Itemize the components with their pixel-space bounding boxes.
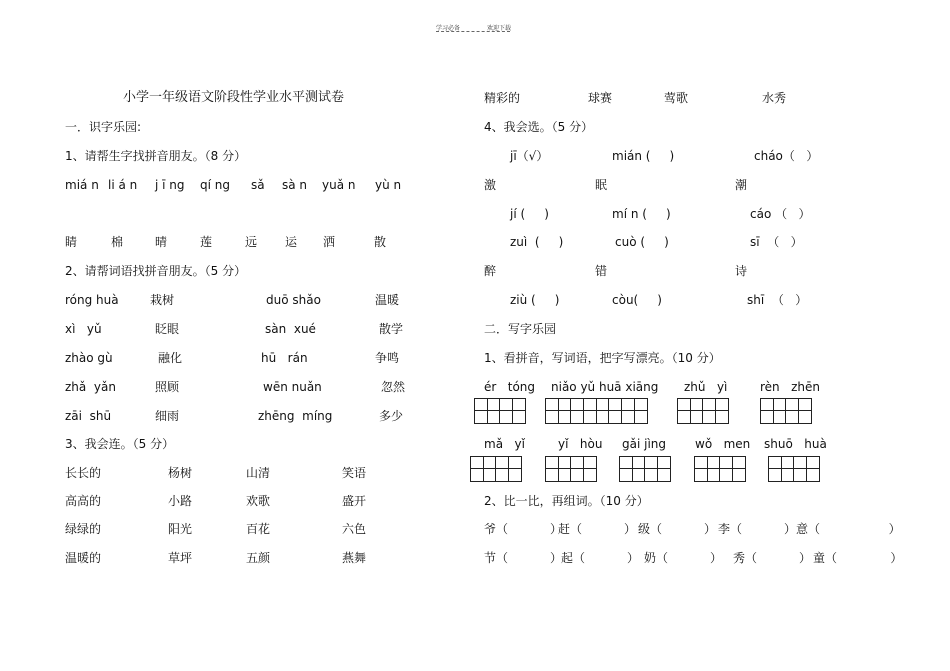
writing-grid[interactable]: [760, 398, 812, 424]
q3-cell: 山清: [246, 466, 271, 480]
w1-pinyin: wǒ men: [695, 437, 751, 451]
q3-cell: 杨树: [168, 466, 193, 480]
q3-cell: 阳光: [168, 522, 193, 536]
q3-cell: 五颜: [246, 551, 271, 565]
w2-item: 起（ ）: [561, 551, 639, 565]
writing-grid[interactable]: [619, 456, 671, 482]
q1-pinyin: sǎ: [251, 178, 265, 192]
w2-item: 节（ ）: [484, 551, 562, 565]
q4-option: cháo（ ）: [754, 149, 819, 163]
q2-cell: 栽树: [150, 293, 175, 307]
q2-cell: sàn xué: [265, 322, 316, 336]
w2-item: 赶（ ）: [558, 522, 636, 536]
q1-char: 散: [374, 235, 387, 249]
q1-char: 棉: [111, 235, 124, 249]
q4-option: shī （ ）: [747, 293, 808, 307]
q2-cell: hū rán: [261, 351, 308, 365]
q4-option: sī （ ）: [750, 235, 803, 249]
writing-grid[interactable]: [470, 456, 522, 482]
w1-pinyin: rèn zhēn: [760, 380, 820, 394]
w1-pinyin: yǐ hòu: [558, 437, 603, 451]
q2-cell: wēn nuǎn: [263, 380, 322, 394]
writing-grid[interactable]: [474, 398, 526, 424]
w2-item: 意（ ）: [796, 522, 901, 536]
q4-option: jí ( ): [510, 207, 549, 221]
q4-label: 4、我会选。（5 分）: [484, 120, 594, 134]
header-left: 学习必备: [436, 25, 461, 32]
q3-cell: 温暖的: [65, 551, 102, 565]
q4-option: jī（√）: [510, 149, 549, 163]
w2-item: 奶（ ）: [644, 551, 722, 565]
q3-cell: 燕舞: [342, 551, 367, 565]
q2-cell: 散学: [379, 322, 404, 336]
q1-char: 莲: [200, 235, 213, 249]
q1-pinyin: li á n: [108, 178, 138, 192]
q1-char: 运: [285, 235, 298, 249]
q4-char: 诗: [735, 264, 748, 278]
q2-label: 2、请帮词语找拼音朋友。（5 分）: [65, 264, 247, 278]
q4-option: cáo （ ）: [750, 207, 811, 221]
q3-continued: 球赛: [588, 91, 613, 105]
q4-option: còu( ): [612, 293, 662, 307]
q4-char: 潮: [735, 178, 748, 192]
q2-cell: 忽然: [381, 380, 406, 394]
w1-pinyin: zhǔ yì: [684, 380, 728, 394]
q4-option: cuò ( ): [615, 235, 669, 249]
w2-item: 级（ ）: [638, 522, 716, 536]
header-right: 欢迎下载: [487, 25, 512, 32]
q4-char: 眠: [595, 178, 608, 192]
q1-char: 晴: [155, 235, 168, 249]
q2-cell: 多少: [379, 409, 404, 423]
q2-cell: 细雨: [155, 409, 180, 423]
q1-pinyin: qí ng: [200, 178, 230, 192]
q2-cell: 争鸣: [375, 351, 400, 365]
q4-char: 错: [595, 264, 608, 278]
w2-item: 童（ ）: [813, 551, 903, 565]
q3-cell: 高高的: [65, 494, 102, 508]
q4-char: 醉: [484, 264, 497, 278]
w1-pinyin: niǎo yǔ huā xiāng: [551, 380, 659, 394]
writing-grid[interactable]: [545, 398, 648, 424]
q3-cell: 百花: [246, 522, 271, 536]
q3-cell: 小路: [168, 494, 193, 508]
writing-grid[interactable]: [694, 456, 746, 482]
q4-option: zuì ( ): [510, 235, 564, 249]
q3-cell: 欢歌: [246, 494, 271, 508]
q4-option: ziù ( ): [510, 293, 560, 307]
page-title: 小学一年级语文阶段性学业水平测试卷: [123, 90, 345, 105]
q1-pinyin: yuǎ n: [322, 178, 356, 192]
q3-continued: 精彩的: [484, 91, 521, 105]
q2-cell: duō shǎo: [266, 293, 321, 307]
q3-cell: 草坪: [168, 551, 193, 565]
q4-option: mí n ( ): [612, 207, 671, 221]
q3-cell: 长长的: [65, 466, 102, 480]
q1-char: 睛: [65, 235, 78, 249]
w1-pinyin: mǎ yǐ: [484, 437, 525, 451]
w1-pinyin: gǎi jìng: [622, 437, 667, 451]
writing-grid[interactable]: [677, 398, 729, 424]
q2-cell: róng huà: [65, 293, 119, 307]
q1-pinyin: sà n: [282, 178, 308, 192]
q1-char: 洒: [323, 235, 336, 249]
q4-char: 激: [484, 178, 497, 192]
q2-cell: zhǎ yǎn: [65, 380, 116, 394]
w1-pinyin: ér tóng: [484, 380, 536, 394]
q3-label: 3、我会连。（5 分）: [65, 437, 175, 451]
w2-item: 秀（ ）: [733, 551, 811, 565]
q2-cell: 眨眼: [155, 322, 180, 336]
w2-label: 2、比一比，再组词。（10 分）: [484, 494, 649, 508]
q2-cell: xì yǔ: [65, 322, 102, 336]
q1-pinyin: miá n: [65, 178, 99, 192]
q3-cell: 六色: [342, 522, 367, 536]
w2-item: 爷（ ）: [484, 522, 562, 536]
section-2-heading: 二．写字乐园: [484, 322, 557, 336]
q1-pinyin: j ī ng: [155, 178, 185, 192]
q4-option: mián ( ): [612, 149, 675, 163]
w2-item: 李（ ）: [718, 522, 796, 536]
q1-pinyin: yù n: [375, 178, 402, 192]
q2-cell: zhào gù: [65, 351, 113, 365]
q2-cell: 照顾: [155, 380, 180, 394]
q3-continued: 水秀: [762, 91, 787, 105]
writing-grid[interactable]: [545, 456, 597, 482]
q1-char: 远: [245, 235, 258, 249]
q2-cell: zāi shū: [65, 409, 112, 423]
writing-grid[interactable]: [768, 456, 820, 482]
w1-pinyin: shuō huà: [764, 437, 827, 451]
q3-cell: 笑语: [342, 466, 367, 480]
q2-cell: zhēng míng: [258, 409, 333, 423]
q3-cell: 绿绿的: [65, 522, 102, 536]
q2-cell: 融化: [158, 351, 183, 365]
q3-cell: 盛开: [342, 494, 367, 508]
q3-continued: 莺歌: [664, 91, 689, 105]
q1-label: 1、请帮生字找拼音朋友。（8 分）: [65, 149, 247, 163]
q2-cell: 温暖: [375, 293, 400, 307]
header-divider: [436, 31, 510, 32]
w1-label: 1、看拼音，写词语，把字写漂亮。（10 分）: [484, 351, 721, 365]
section-1-heading: 一．识字乐园:: [65, 120, 142, 134]
